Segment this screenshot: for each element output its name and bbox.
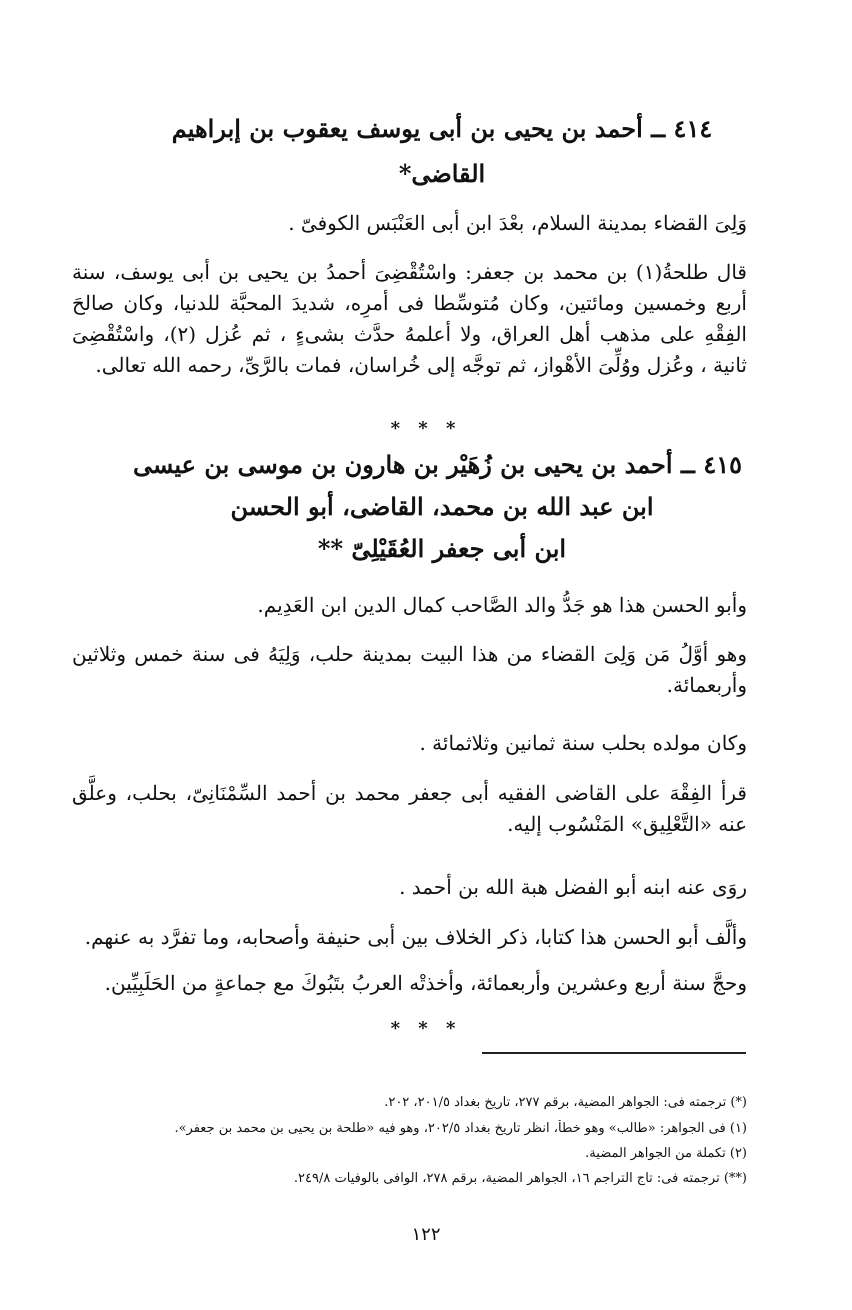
entry-415-paragraph-1: وأبو الحسن هذا هو جَدُّ والد الصَّاحب كمال الدين ابن العَدِيم. xyxy=(257,593,747,617)
section-separator: * * * xyxy=(390,418,462,439)
entry-414-paragraph-1: وَلِىَ القضاء بمدينة السلام، بعْدَ ابن أبى العَنْبَس الكوفىّ . xyxy=(288,211,747,235)
entry-414-heading-line1: ٤١٤ ــ أحمد بن يحيى بن أبى يوسف يعقوب بن إبراهيم xyxy=(171,114,713,143)
section-separator: * * * xyxy=(390,1018,462,1039)
footnote-item: (٢) تكملة من الجواهر المضية. xyxy=(585,1146,747,1161)
footnote-item: (١) فى الجواهر: «طالب» وهو خطأ، انظر تاريخ بغداد ٢٠٢/٥، وهو فيه «طلحة بن يحيى بن محمد بن جعفر». xyxy=(174,1121,747,1136)
entry-415-paragraph-2: وهو أوَّلُ مَن وَلِىَ القضاء من هذا البيت بمدينة حلب، وَلِيَهُ فى سنة خمس وثلاثين وأربعمائة. xyxy=(72,642,747,697)
entry-415-heading-line2: ابن عبد الله بن محمد، القاضى، أبو الحسن xyxy=(230,492,654,521)
entry-415-heading-line1: ٤١٥ ــ أحمد بن يحيى بن زُهَيْر بن هارون بن موسى بن عيسى xyxy=(133,450,742,479)
entry-415-paragraph-4: قرأ الفِقْهَ على القاضى الفقيه أبى جعفر محمد بن أحمد السِّمْنَانِىّ، بحلب، وعلَّق عنه «التَّعْلِيق» المَنْسُوب إليه. xyxy=(72,781,747,836)
page-number: ١٢٢ xyxy=(411,1224,441,1245)
entry-415-paragraph-6: وألَّف أبو الحسن هذا كتابا، ذكر الخلاف بين أبى حنيفة وأصحابه، وما تفرَّد به عنهم. xyxy=(84,925,747,949)
entry-415-paragraph-7: وحجَّ سنة أربع وعشرين وأربعمائة، وأخذتْه العربُ بتَبُوكَ مع جماعةٍ من الحَلَبِيِّين. xyxy=(104,971,747,995)
entry-414-heading-line2: القاضى* xyxy=(398,159,486,188)
footnote-item: (**) ترجمته فى: تاج التراجم ١٦، الجواهر المضية، برقم ٢٧٨، الوافى بالوفيات ٢٤٩/٨. xyxy=(293,1171,747,1186)
footnote-divider xyxy=(482,1052,746,1054)
entry-415-heading-line3: ابن أبى جعفر العُقَيْلِىّ ** xyxy=(317,534,567,563)
entry-415-paragraph-3: وكان مولده بحلب سنة ثمانين وثلاثمائة . xyxy=(419,731,747,755)
entry-414-paragraph-2: قال طلحةُ(١) بن محمد بن جعفر: واسْتُقْضِىَ أحمدُ بن يحيى بن أبى يوسف، سنة أربع وخمسين ومائتين، وكان مُتوسِّطا فى أمرِه، شديدَ المحبَّة للدنيا، وكان صالحَ الفِقْهِ على مذهب أهل العراق، ولا أعلمهُ حدَّث بشىءٍ ، ثم عُزل (٢)، واسْتُقْضِىَ ثانية ، وعُزل ووُلِّىَ الأهْواز، ثم توجَّه إلى خُراسان، فمات بالرَّىِّ، رحمه الله تعالى. xyxy=(72,260,747,377)
footnote-item: (*) ترجمته فى: الجواهر المضية، برقم ٢٧٧، تاريخ بغداد ٢٠١/٥، ٢٠٢. xyxy=(384,1095,747,1110)
entry-415-paragraph-5: روَى عنه ابنه أبو الفضل هبة الله بن أحمد . xyxy=(399,875,747,899)
